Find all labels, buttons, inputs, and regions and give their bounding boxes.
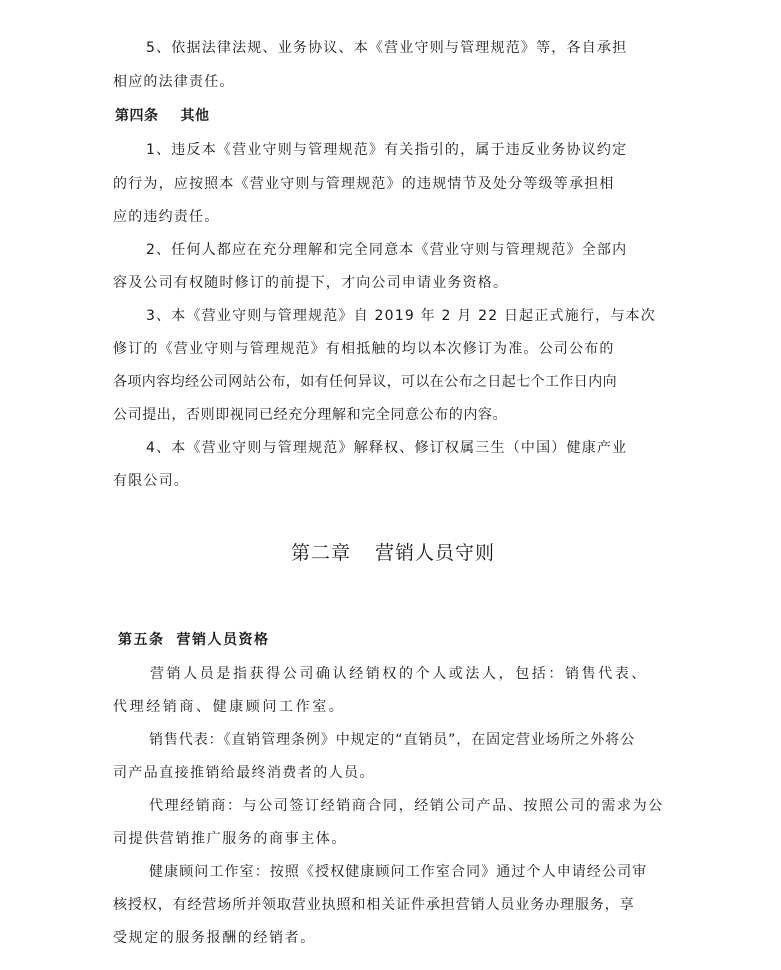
sales-p4-line1: 健康顾问工作室：按照《授权健康顾问工作室合同》通过个人申请经公司审 — [149, 864, 648, 880]
sales-p2-line2: 司产品直接推销给最终消费者的人员。 — [113, 765, 375, 781]
article5-sales-heading-number: 第五条 — [118, 632, 165, 648]
article4-p4-line2: 有限公司。 — [113, 473, 189, 489]
chapter-title — [291, 540, 495, 566]
sales-p2-line1: 销售代表：《直销管理条例》中规定的“直销员”，在固定营业场所之外将公 — [149, 732, 636, 748]
sales-p1-line1: 营销人员是指获得公司确认经销权的个人或法人，包括：销售代表、 — [150, 666, 648, 682]
article4-p1-line2: 的行为，应按照本《营业守则与管理规范》的违规情节及处分等级等承担相 — [113, 176, 615, 192]
article4-heading — [115, 106, 210, 126]
article5-line2: 相应的法律责任。 — [113, 74, 235, 90]
sales-p3-line1: 代理经销商：与公司签订经销商合同，经销公司产品、按照公司的需求为公 — [149, 798, 664, 814]
article4-p4-line1: 4、本《营业守则与管理规范》解释权、修订权属三生（中国）健康产业 — [146, 440, 628, 456]
article4-heading-number: 第四条 — [115, 108, 159, 124]
chapter-name: 营销人员守则 — [375, 542, 496, 564]
article5-sales-heading-title: 营销人员资格 — [176, 632, 270, 648]
article4-p1-line3: 应的违约责任。 — [113, 209, 220, 225]
sales-p4-line2: 核授权，有经营场所并领取营业执照和相关证件承担营销人员业务办理服务，享 — [113, 897, 635, 913]
chapter-number: 第二章 — [291, 542, 352, 564]
article4-p3-line3: 各项内容均经公司网站公布，如有任何异议，可以在公布之日起七个工作日内向 — [113, 374, 617, 390]
article4-heading-title: 其他 — [180, 108, 210, 124]
article4-p3-line1: 3、本《营业守则与管理规范》自 2019 年 2 月 22 日起正式施行，与本次 — [146, 308, 656, 324]
article4-p2-line2: 容及公司有权随时修订的前提下，才向公司申请业务资格。 — [113, 275, 509, 291]
article5-sales-heading — [118, 630, 270, 650]
article4-p3-line2: 修订的《营业守则与管理规范》有相抵触的均以本次修订为准。公司公布的 — [113, 341, 615, 357]
article5-line1: 5、依据法律法规、业务协议、本《营业守则与管理规范》等，各自承担 — [146, 40, 628, 56]
article4-p1-line1: 1、违反本《营业守则与管理规范》有关指引的，属于违反业务协议约定 — [146, 142, 628, 158]
sales-p4-line3: 受规定的服务报酬的经销者。 — [113, 930, 316, 946]
sales-p1-line2: 代理经销商、健康顾问工作室。 — [113, 699, 346, 715]
article4-p3-line4: 公司提出，否则即视同已经充分理解和完全同意公布的内容。 — [113, 407, 508, 423]
article4-p2-line1: 2、任何人都应在充分理解和完全同意本《营业守则与管理规范》全部内 — [146, 242, 628, 258]
sales-p3-line2: 司提供营销推广服务的商事主体。 — [113, 831, 347, 847]
